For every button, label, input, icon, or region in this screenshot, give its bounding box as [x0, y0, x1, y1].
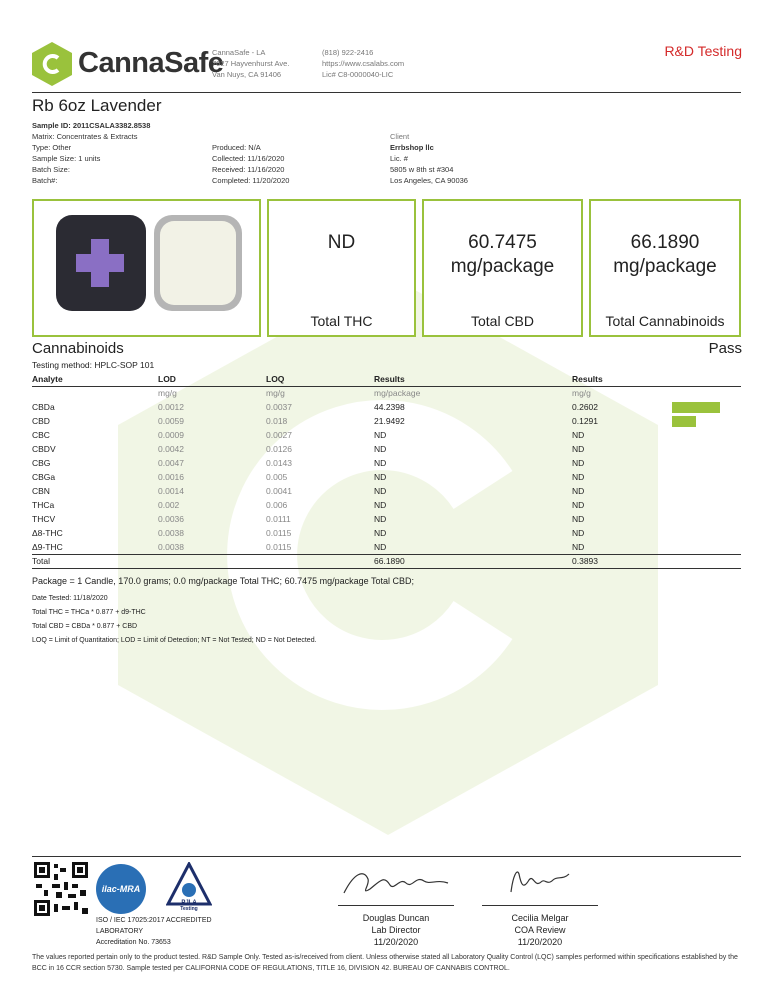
rd-testing-label: R&D Testing [664, 43, 742, 59]
header-divider [32, 92, 741, 93]
analyte-cell: THCa [32, 500, 55, 510]
pass-status: Pass [708, 340, 742, 357]
analyte-cell: CBN [32, 486, 50, 496]
completed-date: Completed: 11/20/2020 [212, 176, 290, 185]
total-thc-value: ND [327, 232, 356, 253]
collected-date: Collected: 11/16/2020 [212, 154, 285, 163]
signer-role: Lab Director [371, 925, 421, 935]
lod-cell: 0.0042 [158, 444, 184, 454]
cbd-formula: Total CBD = CBDa * 0.877 + CBD [32, 623, 138, 630]
signature-block-1 [326, 912, 466, 948]
signer-date: 11/20/2020 [373, 937, 419, 947]
header-lod: LOD [158, 373, 176, 384]
ilac-mra-logo-icon [96, 864, 146, 914]
analyte-cell: CBG [32, 458, 51, 468]
logo-text: CannaSafe [78, 47, 224, 79]
result-package-cell: ND [374, 444, 387, 454]
header-loq: LOQ [266, 373, 285, 384]
produced-date: Produced: N/A [212, 143, 261, 152]
analyte-cell: CBD [32, 416, 50, 426]
total-cell [158, 554, 266, 568]
bar-cell [672, 428, 741, 442]
loq-cell: 0.0027 [266, 430, 292, 440]
bar-cell [672, 526, 741, 540]
lod-cell: 0.0016 [158, 472, 184, 482]
result-mg-g-cell: ND [572, 500, 585, 510]
total-cbd-unit: mg/package [450, 256, 555, 277]
footer-divider [32, 856, 741, 857]
loq-cell: 0.006 [266, 500, 288, 510]
analyte-cell: CBC [32, 430, 50, 440]
ilac-text: ilac-MRA [101, 884, 141, 894]
sample-details [32, 120, 150, 186]
table-row [32, 540, 741, 554]
result-bar [672, 416, 696, 427]
lab-address1: 7027 Hayvenhurst Ave. [212, 59, 290, 68]
result-bar [672, 402, 720, 413]
header-bar [672, 372, 741, 386]
signer-role: COA Review [514, 925, 566, 935]
total-cell: 0.3893 [572, 556, 598, 566]
total-cannabinoids-box [589, 199, 741, 337]
total-cannabinoids-unit: mg/package [613, 256, 717, 277]
sample-id: Sample ID: 2011CSALA3382.8538 [32, 121, 151, 130]
lod-cell: 0.0012 [158, 402, 184, 412]
lab-contact [322, 47, 404, 80]
loq-cell: 0.0111 [266, 514, 291, 524]
disclaimer: The values reported pertain only to the product tested. R&D Sample Only. Tested as-is/received from client. Unless otherwise stated all Laboratory Quality Control (LQC) samples performed within specifications established by the BCC in 16 CCR section 5730. Sample tested per CALIFORNIA CODE OF REGULATIONS, TITLE 16, DIVISION 42. BUREAU OF CANNABIS CONTROL. [32, 954, 738, 972]
table-row [32, 442, 741, 456]
loq-cell: 0.0041 [266, 486, 292, 496]
accreditation-line3: Accreditation No. 73653 [96, 939, 171, 946]
sample-dates [212, 142, 289, 186]
accreditation-text [96, 915, 212, 948]
sample-size: Sample Size: 1 units [32, 154, 101, 163]
package-note: Package = 1 Candle, 170.0 grams; 0.0 mg/package Total THC; 60.7475 mg/package Total CBD; [32, 576, 414, 586]
cannabinoids-table [32, 372, 741, 569]
signature-line-1 [338, 905, 454, 906]
units-row [32, 386, 741, 400]
client-address2: Los Angeles, CA 90036 [390, 176, 468, 185]
result-package-cell: ND [374, 500, 387, 510]
product-image-box [32, 199, 261, 337]
lod-cell: 0.0036 [158, 514, 184, 524]
cannabinoids-title: Cannabinoids [32, 340, 124, 357]
notes-block [32, 592, 317, 648]
pjla-label [166, 900, 212, 912]
unit-cell [32, 386, 158, 400]
analyte-cell: CBDV [32, 444, 56, 454]
bar-cell [672, 484, 741, 498]
lod-cell: 0.002 [158, 500, 180, 510]
lab-phone: (818) 922-2416 [322, 48, 374, 57]
total-thc-box [267, 199, 416, 337]
table-row [32, 498, 741, 512]
total-cell: 66.1890 [374, 556, 405, 566]
abbreviation-legend: LOQ = Limit of Quantitation; LOD = Limit of Detection; NT = Not Tested; ND = Not Detected. [32, 637, 317, 644]
header-analyte: Analyte [32, 373, 63, 384]
pjla-text: PJLA [181, 900, 197, 906]
table-row [32, 526, 741, 540]
analyte-cell: CBDa [32, 402, 55, 412]
bar-cell [672, 414, 741, 428]
signature-cecilia-icon [505, 862, 575, 902]
unit-cell [672, 386, 741, 400]
result-package-cell: ND [374, 472, 387, 482]
result-mg-g-cell: ND [572, 472, 585, 482]
bar-cell [672, 470, 741, 484]
table-row [32, 512, 741, 526]
table-row [32, 400, 741, 414]
total-cell: Total [32, 556, 50, 566]
signer-name: Douglas Duncan [362, 913, 430, 923]
bar-cell [672, 442, 741, 456]
total-cell [266, 554, 374, 568]
result-mg-g-cell: 0.2602 [572, 402, 598, 412]
client-name: Errbshop llc [390, 143, 434, 152]
result-mg-g-cell: ND [572, 444, 585, 454]
result-mg-g-cell: ND [572, 541, 585, 552]
pjla-sub: Testing [180, 906, 198, 912]
table-row [32, 456, 741, 470]
unit-cell: mg/g [572, 388, 591, 399]
loq-cell: 0.018 [266, 416, 288, 426]
total-cannabinoids-label: Total Cannabinoids [605, 313, 725, 329]
table-header-row [32, 372, 741, 386]
cannabinoids-table-wrapper [32, 372, 741, 569]
unit-cell: mg/g [158, 388, 177, 399]
batch-size: Batch Size: [32, 165, 70, 174]
bar-cell [672, 512, 741, 526]
header-results-mg-g: Results [572, 373, 603, 384]
qr-code-icon [32, 860, 90, 918]
result-package-cell: 21.9492 [374, 416, 405, 426]
total-cbd-value: 60.7475 [468, 232, 537, 253]
total-row [32, 554, 741, 568]
sample-name: Rb 6oz Lavender [32, 96, 162, 115]
header-results-package: Results [374, 373, 405, 384]
batch-number: Batch#: [32, 176, 58, 185]
sample-matrix: Matrix: Concentrates & Extracts [32, 132, 138, 141]
result-mg-g-cell: ND [572, 430, 585, 440]
total-cannabinoids-value: 66.1890 [630, 232, 700, 253]
cannasafe-logo-icon [32, 42, 72, 86]
lab-info [212, 47, 289, 80]
loq-cell: 0.0143 [266, 458, 292, 468]
received-date: Received: 11/16/2020 [212, 165, 285, 174]
loq-cell: 0.005 [266, 472, 288, 482]
signer-date: 11/20/2020 [517, 937, 563, 947]
total-thc-label: Total THC [310, 313, 373, 329]
result-package-cell: ND [374, 541, 387, 552]
result-package-cell: ND [374, 486, 387, 496]
total-cbd-label: Total CBD [470, 313, 535, 329]
sample-type: Type: Other [32, 143, 72, 152]
lod-cell: 0.0038 [158, 528, 184, 538]
loq-cell: 0.0115 [266, 528, 292, 538]
unit-cell: mg/g [266, 388, 285, 399]
result-mg-g-cell: ND [572, 514, 585, 524]
lab-license: Lic# C8-0000040-LIC [322, 70, 394, 79]
table-row [32, 428, 741, 442]
testing-method: Testing method: HPLC-SOP 101 [32, 360, 155, 370]
result-mg-g-cell: ND [572, 486, 585, 496]
loq-cell: 0.0115 [266, 541, 292, 552]
bar-cell [672, 540, 741, 554]
result-mg-g-cell: 0.1291 [572, 416, 598, 426]
client-license: Lic. # [390, 154, 408, 163]
date-tested: Date Tested: 11/18/2020 [32, 595, 108, 602]
lod-cell: 0.0059 [158, 416, 184, 426]
bar-cell [672, 400, 741, 414]
lab-website[interactable]: https://www.csalabs.com [322, 59, 405, 68]
analyte-cell: CBGa [32, 472, 56, 482]
signature-block-2 [470, 912, 610, 948]
table-row [32, 484, 741, 498]
lod-cell: 0.0038 [158, 541, 184, 552]
lod-cell: 0.0047 [158, 458, 184, 468]
analyte-cell: Δ8-THC [32, 528, 63, 538]
result-package-cell: ND [374, 430, 387, 440]
analyte-cell: Δ9-THC [32, 541, 63, 552]
lab-address2: Van Nuys, CA 91406 [212, 70, 282, 79]
thc-formula: Total THC = THCa * 0.877 + d9-THC [32, 609, 146, 616]
result-package-cell: 44.2398 [374, 402, 405, 412]
lod-cell: 0.0014 [158, 486, 184, 496]
result-mg-g-cell: ND [572, 458, 585, 468]
accreditation-line2: LABORATORY [96, 928, 144, 935]
result-package-cell: ND [374, 458, 387, 468]
result-mg-g-cell: ND [572, 528, 585, 538]
client-info [390, 131, 468, 186]
client-address1: 5805 w 8th st #304 [390, 165, 454, 174]
product-image [34, 201, 259, 335]
loq-cell: 0.0126 [266, 444, 292, 454]
analyte-cell: THCV [32, 514, 56, 524]
signer-name: Cecilia Melgar [511, 913, 569, 923]
total-cell [672, 554, 741, 568]
bar-cell [672, 498, 741, 512]
signature-line-2 [482, 905, 598, 906]
loq-cell: 0.0037 [266, 402, 292, 412]
table-row [32, 414, 741, 428]
table-row [32, 470, 741, 484]
lab-name: CannaSafe - LA [212, 48, 266, 57]
unit-cell: mg/package [374, 388, 421, 399]
lod-cell: 0.0009 [158, 430, 184, 440]
result-package-cell: ND [374, 514, 387, 524]
result-package-cell: ND [374, 528, 387, 538]
accreditation-line1: ISO / IEC 17025:2017 ACCREDITED [96, 917, 212, 924]
signature-douglas-icon [340, 865, 452, 901]
client-label: Client [390, 132, 410, 141]
total-cbd-box [422, 199, 583, 337]
bar-cell [672, 456, 741, 470]
